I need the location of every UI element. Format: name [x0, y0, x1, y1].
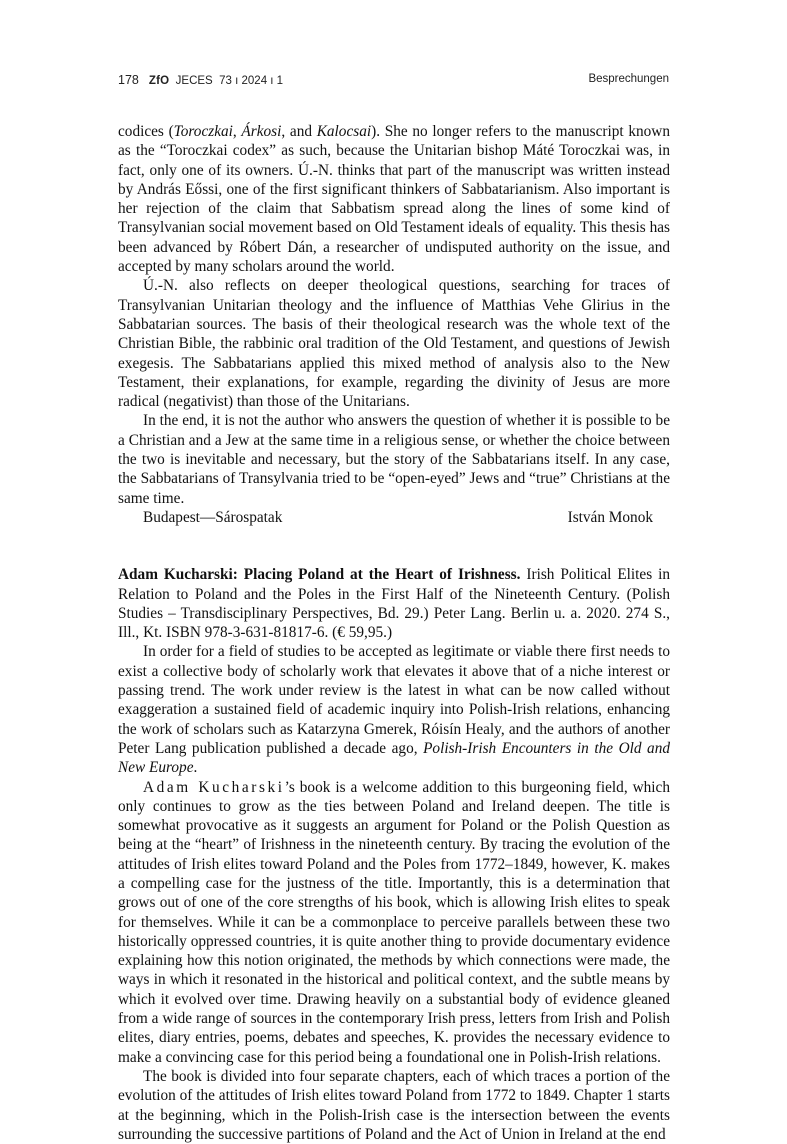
- running-header: [118, 73, 669, 91]
- review1-reviewer: István Monok: [567, 508, 653, 526]
- review2-paragraph-1: In order for a field of studies to be accepted as legitimate or viable there first needs to exist a collective body of scholarly work that elevates it above that of a niche interest or passing trend. The work under review is the latest in what can be now called without exaggeration a sustained field of academic inquiry into Polish-Irish relations, enhancing the work of scholars such as Katarzyna Gmerek, Róisín Healy, and the authors of another Peter Lang publication published a decade ago, Polish-Irish Encounters in the Old and New Europe.: [118, 643, 670, 777]
- review-separator: [118, 527, 670, 565]
- review2-heading: Adam Kucharski: Placing Poland at the Heart of Irishness. Irish Political Elites in Relation to Poland and the Poles in the First Half of the Nineteenth Century. (Polish Studies – Transdisciplinary Perspectives, Bd. 29.) Peter Lang. Berlin u. a. 2020. 274 S., Ill., Kt. ISBN 978-3-631-81817-6. (€ 59,95.): [118, 566, 671, 642]
- journal-issue: 73 ı 2024 ı 1: [219, 75, 284, 87]
- review1-place: Budapest—Sárospatak: [143, 508, 283, 526]
- journal-sub: JECES: [175, 75, 213, 87]
- review1-paragraph-2: Ú.-N. also reflects on deeper theological questions, searching for traces of Transylvanian Unitarian theology and the influence of Matthias Vehe Glirius in the Sabbatarian sources. The basis of their theological research was the whole text of the Christian Bible, the rabbinic oral tradition of the Old Testament, and questions of Jewish exegesis. The Sabbatarians applied this mixed method of analysis also to the New Testament, their explanations, for example, regarding the divinity of Jesus are more radical (negativist) than those of the Unitarians.: [118, 277, 670, 411]
- review1-signature: [118, 508, 670, 527]
- page-number: 178: [118, 73, 139, 87]
- header-left: [118, 73, 283, 87]
- journal-abbr: ZfO: [148, 75, 170, 87]
- section-name: Besprechungen: [588, 73, 669, 85]
- review1-paragraph-3: In the end, it is not the author who answers the question of whether it is possible to be a Christian and a Jew at the same time in a religious sense, or whether the choice between the two is inevitable and necessary, but the story of the Sabbatarians itself. In any case, the Sabbatarians of Transylvania tried to be “open-eyed” Jews and “true” Christians at the same time.: [118, 412, 670, 507]
- review1-paragraph-1: codices (Toroczkai, Árkosi, and Kalocsai). She no longer refers to the manuscript known as the “Toroczkai codex” as such, because the Unitarian bishop Máté Toroczkai was, in fact, only one of its owners. Ú.-N. thinks that part of the manuscript was written instead by András Eőssi, one of the first significant thinkers of Sabbatarianism. Also important is her rejection of the claim that Sabbatism spread along the lines of some kind of Transylvanian social movement based on Old Testament ideals of equality. This thesis has been advanced by Róbert Dán, a researcher of undisputed authority on the issue, and accepted by many scholars around the world.: [118, 123, 670, 276]
- author-name-spaced: Adam Kucharski: [143, 778, 285, 796]
- page-body: [118, 122, 670, 1144]
- review2-paragraph-3: The book is divided into four separate chapters, each of which traces a portion of the evolution of the attitudes of Irish elites toward Poland from 1772 to 1849. Chapter 1 starts at the beginning, which in the Polish-Irish case is the intersection between the events surrounding the successive partitions of Poland and the Act of Union in Ireland at the end: [118, 1067, 670, 1143]
- review2-paragraph-2: Adam Kucharski’s book is a welcome addition to this burgeoning field, which only continues to grow as the ties between Poland and Ireland deepen. The title is somewhat provocative as it suggests an argument for Poland or the Polish Question as being at the “heart” of Irishness in the nineteenth century. By tracing the evolution of the attitudes of Irish elites toward Poland and the Poles from 1772–1849, however, K. makes a compelling case for the justness of the title. Importantly, this is a determination that grows out of one of the core strengths of his book, which is allowing Irish elites to speak for themselves. While it can be a commonplace to perceive parallels between these two historically oppressed countries, it is quite another thing to provide documentary evidence explaining how this notion originated, the methods by which connections were made, the ways in which it resonated in the historical and political context, and the subtle means by which it evolved over time. Drawing heavily on a substantial body of evidence gleaned from a wide range of sources in the contemporary Irish press, letters from Irish and Polish elites, diary entries, poems, debates and speeches, K. provides the necessary evidence to make a convincing case for this period being a foundational one in Polish-Irish relations.: [118, 778, 671, 1066]
